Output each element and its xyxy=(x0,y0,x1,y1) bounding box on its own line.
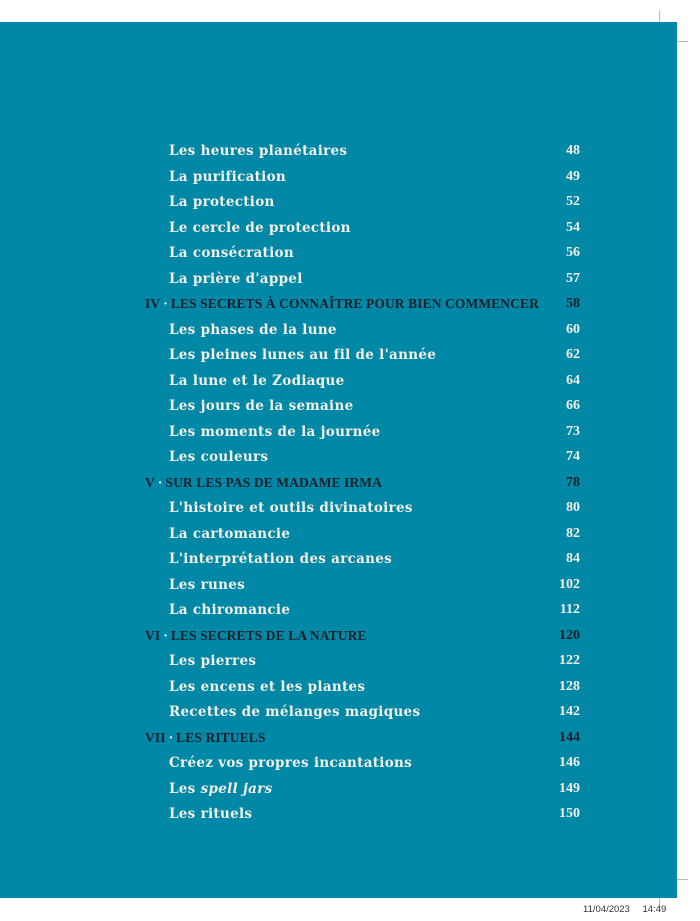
page-number: 62 xyxy=(566,347,580,362)
chapter-title xyxy=(145,294,539,314)
toc-entry-row xyxy=(0,218,677,243)
entry-title: Les jours de la semaine xyxy=(169,398,354,414)
chapter-numeral: VI xyxy=(145,627,161,643)
page-number: 120 xyxy=(559,627,580,643)
toc-entry-row xyxy=(0,371,677,396)
entry-label-italic: spell jars xyxy=(200,780,273,797)
page-number: 146 xyxy=(559,755,580,770)
entry-title: La chiromancie xyxy=(169,602,291,618)
entry-title: Les pleines lunes au fil de l'année xyxy=(169,347,437,363)
chapter-numeral: IV xyxy=(145,296,161,311)
toc-entry-row xyxy=(0,320,677,345)
page-number: 66 xyxy=(566,398,580,413)
toc-entry-row xyxy=(0,677,677,702)
toc-entry-row xyxy=(0,753,677,778)
entry-title: La protection xyxy=(169,194,275,210)
toc-entry-row xyxy=(0,498,677,523)
footer-date: 11/04/2023 xyxy=(583,904,630,915)
toc-entry-row xyxy=(0,524,677,549)
separator-dot: · xyxy=(163,296,168,311)
separator-dot: · xyxy=(168,729,174,745)
toc-entry-row xyxy=(0,600,677,625)
page-number: 122 xyxy=(559,653,580,668)
entry-title: Les runes xyxy=(169,576,246,593)
entry-title: Les heures planétaires xyxy=(169,143,348,159)
toc-entry-row xyxy=(0,269,677,294)
entry-title xyxy=(169,779,273,799)
page-number: 58 xyxy=(566,296,580,311)
toc-chapter-row xyxy=(0,294,677,319)
toc-chapter-row xyxy=(0,473,677,498)
chapter-title xyxy=(145,728,265,748)
entry-title: Les couleurs xyxy=(169,449,269,465)
entry-title: L'interprétation des arcanes xyxy=(169,551,393,567)
entry-title: Les rituels xyxy=(169,806,253,822)
chapter-label: LES SECRETS À CONNAÎTRE POUR BIEN COMMENCER xyxy=(170,296,539,311)
separator-dot: · xyxy=(163,627,168,643)
chapter-numeral: V xyxy=(145,474,155,490)
page-number: 128 xyxy=(559,678,580,694)
toc-entry-row xyxy=(0,396,677,421)
toc-entry-row xyxy=(0,167,677,192)
toc-entry-row xyxy=(0,243,677,268)
page-number: 150 xyxy=(559,806,580,821)
toc-entry-row xyxy=(0,651,677,676)
page-number: 52 xyxy=(566,194,580,209)
page-number: 102 xyxy=(559,576,580,592)
page-number: 84 xyxy=(566,551,580,566)
chapter-numeral: VII xyxy=(145,729,166,745)
page-number: 74 xyxy=(566,449,580,464)
page-number: 144 xyxy=(559,729,580,745)
chapter-label: SUR LES PAS DE MADAME IRMA xyxy=(165,474,382,490)
page-number: 78 xyxy=(566,474,580,490)
toc-entry-row xyxy=(0,422,677,447)
toc-entry-row xyxy=(0,702,677,727)
entry-title: Recettes de mélanges magiques xyxy=(169,704,421,720)
entry-label-prefix: Les xyxy=(169,780,201,797)
print-footer xyxy=(583,904,666,915)
entry-title: La lune et le Zodiaque xyxy=(169,372,345,389)
toc-chapter-row xyxy=(0,626,677,651)
entry-title: Les pierres xyxy=(169,653,257,669)
entry-title: La cartomancie xyxy=(169,525,291,542)
entry-title: Le cercle de protection xyxy=(169,219,351,236)
toc-entry-row xyxy=(0,549,677,574)
page-number: 56 xyxy=(566,245,580,260)
entry-title: L'histoire et outils divinatoires xyxy=(169,500,413,516)
entry-title: Les phases de la lune xyxy=(169,321,337,338)
toc-entry-row xyxy=(0,345,677,370)
page-number: 112 xyxy=(559,602,580,617)
page-number: 149 xyxy=(559,780,580,796)
entry-title: La consécration xyxy=(169,245,294,261)
page-number: 80 xyxy=(566,500,580,515)
toc-entry-row xyxy=(0,447,677,472)
separator-dot: · xyxy=(157,474,163,490)
entry-title: La prière d'appel xyxy=(169,270,303,287)
entry-title: Les moments de la journée xyxy=(169,423,381,440)
page-number: 142 xyxy=(559,704,580,719)
page-number: 64 xyxy=(566,372,580,388)
page-number: 82 xyxy=(566,525,580,541)
chapter-label: LES RITUELS xyxy=(176,729,266,745)
toc-entry-row xyxy=(0,141,677,166)
page-number: 57 xyxy=(566,270,580,286)
toc-entry-row xyxy=(0,779,677,804)
entry-title: La purification xyxy=(169,168,287,185)
entry-title: Créez vos propres incantations xyxy=(169,755,413,771)
page-number: 73 xyxy=(566,423,580,439)
page-number: 60 xyxy=(566,321,580,337)
entry-title: Les encens et les plantes xyxy=(169,678,366,695)
page-number: 49 xyxy=(566,168,580,184)
toc-chapter-row xyxy=(0,728,677,753)
chapter-title xyxy=(145,626,367,646)
page-number: 48 xyxy=(566,143,580,158)
toc-entry-row xyxy=(0,804,677,829)
teal-page xyxy=(0,22,677,898)
toc-entry-row xyxy=(0,192,677,217)
page-number: 54 xyxy=(566,219,580,235)
footer-time: 14:49 xyxy=(642,904,667,915)
chapter-label: LES SECRETS DE LA NATURE xyxy=(170,627,367,643)
toc-entry-row xyxy=(0,575,677,600)
chapter-title xyxy=(145,473,382,493)
